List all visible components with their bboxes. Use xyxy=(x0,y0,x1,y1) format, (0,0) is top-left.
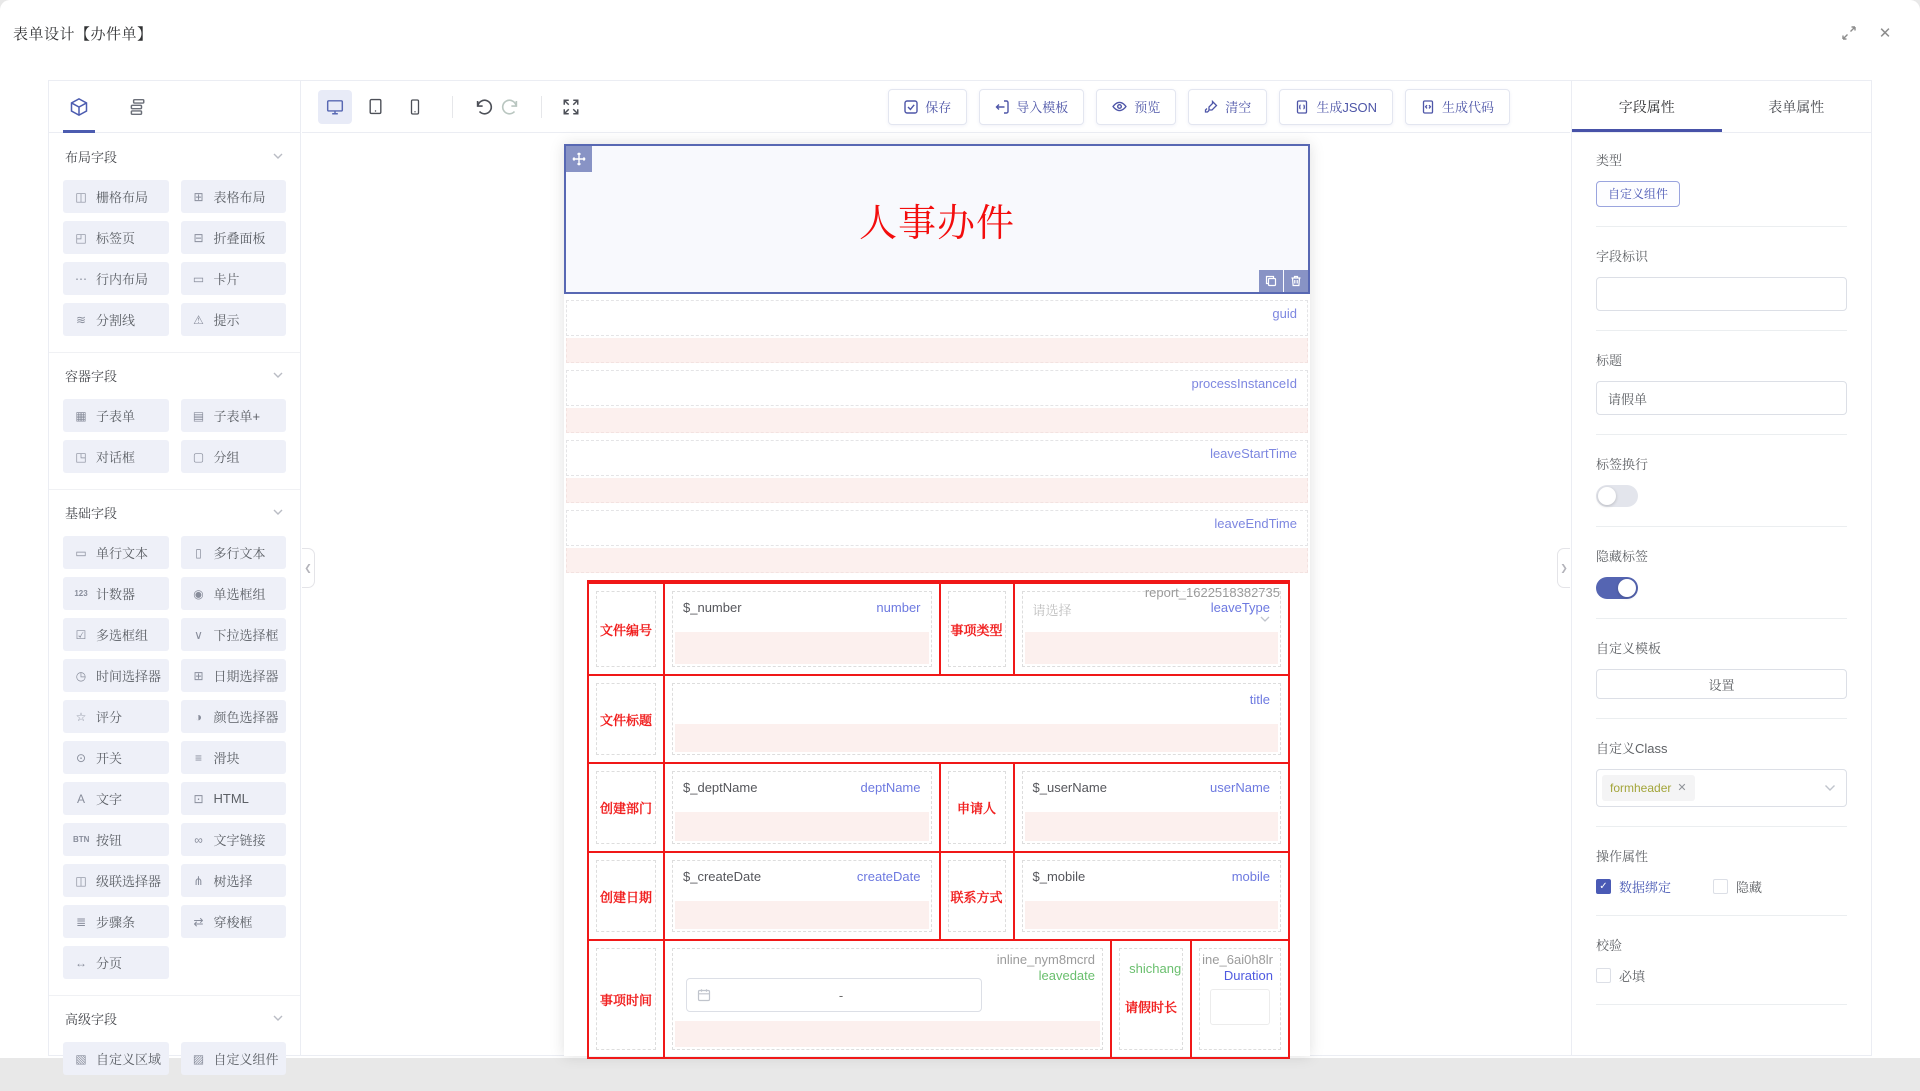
table-row xyxy=(589,939,1288,1057)
field-type-icon: BTN xyxy=(73,835,90,844)
field-type-label: 单选框组 xyxy=(213,587,266,602)
label-wrap-toggle[interactable] xyxy=(1596,485,1638,507)
field-type-label: 文字 xyxy=(96,792,123,807)
field-type-button[interactable] xyxy=(181,180,287,213)
field-type-label: 时间选择器 xyxy=(96,669,162,684)
field-type-button[interactable] xyxy=(181,741,287,774)
field-type-label: 多选框组 xyxy=(96,628,149,643)
field-type-label: 分页 xyxy=(96,956,123,971)
collapse-left-panel-handle[interactable]: ❮ xyxy=(302,548,315,588)
field-type-icon: ⊡ xyxy=(193,791,204,806)
design-canvas[interactable] xyxy=(302,134,1570,1055)
field-type-button[interactable] xyxy=(63,180,169,213)
field-type-label: 日期选择器 xyxy=(213,669,279,684)
device-mobile-icon[interactable] xyxy=(398,90,432,124)
hidden-checkbox[interactable]: 隐藏 xyxy=(1713,877,1762,896)
label-cell[interactable]: shichang 请假时长 xyxy=(1119,948,1183,1050)
section-basic-fields xyxy=(49,490,300,995)
hidden-field-body xyxy=(566,440,1308,476)
chevron-down-icon xyxy=(272,506,284,518)
field-type-button[interactable] xyxy=(63,303,169,336)
field-type-label: 按钮 xyxy=(96,833,123,848)
label-cell[interactable]: 事项类型 xyxy=(948,591,1006,667)
divider xyxy=(1596,226,1847,227)
collapse-right-panel-handle[interactable]: ❯ xyxy=(1557,548,1570,588)
field-value: $_mobile xyxy=(1032,869,1086,884)
field-binding-label: leaveType xyxy=(1210,600,1270,615)
field-type-label: 自定义区域 xyxy=(96,1052,162,1067)
prop-custom-template xyxy=(1596,638,1847,718)
prop-label: 标签换行 xyxy=(1596,457,1649,472)
close-icon[interactable]: ✕ xyxy=(1878,25,1892,42)
hidden-field-body xyxy=(566,300,1308,336)
section-header[interactable] xyxy=(49,134,300,178)
section-header[interactable] xyxy=(49,490,300,534)
divider xyxy=(1596,915,1847,916)
field-type-button[interactable] xyxy=(63,659,169,692)
field-type-icon: ⊙ xyxy=(75,750,87,765)
field-type-icon: ⊞ xyxy=(193,668,204,683)
code-file-icon xyxy=(1421,100,1435,114)
field-type-icon: ⚠ xyxy=(193,312,204,327)
label-cell[interactable]: 联系方式 xyxy=(948,860,1006,932)
fullscreen-toggle-icon[interactable] xyxy=(1840,24,1858,42)
form-header-component-selected[interactable] xyxy=(564,144,1310,294)
field-type-button[interactable] xyxy=(63,577,169,610)
field-type-label: 开关 xyxy=(96,751,123,766)
field-binding-label: userName xyxy=(1210,780,1270,795)
prop-validation xyxy=(1596,935,1847,1004)
field-type-label: 穿梭框 xyxy=(213,915,253,930)
field-type-button[interactable] xyxy=(181,618,287,651)
device-tablet-icon[interactable] xyxy=(358,90,392,124)
field-type-label: 分割线 xyxy=(96,313,136,328)
field-binding-label: guid xyxy=(1272,306,1297,321)
section-title: 容器字段 xyxy=(65,368,118,384)
divider xyxy=(1596,330,1847,331)
clear-brush-icon xyxy=(1204,100,1218,114)
divider xyxy=(1596,434,1847,435)
report-id-label: report_1622518382735 xyxy=(1144,585,1280,600)
canvas-panel xyxy=(302,81,1570,1055)
field-type-button[interactable] xyxy=(63,1042,169,1075)
designer-workspace xyxy=(48,80,1872,1067)
undo-icon[interactable] xyxy=(467,92,497,122)
field-type-label: 单行文本 xyxy=(96,546,149,561)
prop-label: 自定义模板 xyxy=(1596,641,1662,656)
prop-custom-class xyxy=(1596,738,1847,826)
input-field-cell[interactable] xyxy=(672,860,932,932)
label-cell[interactable]: 创建部门 xyxy=(596,771,656,844)
field-type-icon: ∞ xyxy=(194,832,203,847)
import-template-button[interactable]: 导入模板 xyxy=(979,89,1084,125)
copy-component-icon[interactable] xyxy=(1259,270,1283,292)
label-cell[interactable]: 创建日期 xyxy=(596,860,656,932)
tab-field-properties[interactable]: 字段属性 xyxy=(1572,81,1722,132)
prop-operation xyxy=(1596,846,1847,915)
field-type-button[interactable] xyxy=(181,905,287,938)
section-layout-fields xyxy=(49,134,300,352)
field-type-label: 折叠面板 xyxy=(213,231,266,246)
field-value: $_createDate xyxy=(683,869,762,884)
chevron-down-icon xyxy=(272,150,284,162)
divider xyxy=(541,96,542,118)
section-container-fields xyxy=(49,353,300,489)
field-type-icon: ⋯ xyxy=(75,271,87,286)
input-field-cell[interactable] xyxy=(1022,860,1282,932)
field-type-icon: ≣ xyxy=(75,914,87,929)
field-binding-label: deptName xyxy=(860,780,921,795)
field-type-button[interactable] xyxy=(63,440,169,473)
select-field-cell[interactable] xyxy=(1022,591,1282,667)
divider xyxy=(1596,826,1847,827)
daterange-input[interactable] xyxy=(686,978,982,1012)
field-type-icon: ☆ xyxy=(75,709,87,724)
section-title: 高级字段 xyxy=(65,1011,118,1027)
generate-json-button[interactable]: 生成JSON xyxy=(1279,89,1393,125)
clear-button[interactable]: 清空 xyxy=(1188,89,1267,125)
prop-label: 标题 xyxy=(1596,353,1623,368)
divider xyxy=(1596,1004,1847,1005)
tab-form-properties[interactable]: 表单属性 xyxy=(1768,98,1825,115)
prop-type xyxy=(1596,150,1847,226)
field-type-button[interactable] xyxy=(63,262,169,295)
field-type-label: 评分 xyxy=(96,710,123,725)
field-type-button[interactable] xyxy=(181,864,287,897)
field-type-label: 滑块 xyxy=(213,751,240,766)
field-type-icon: ⇄ xyxy=(193,914,204,929)
field-type-button[interactable] xyxy=(181,823,287,856)
field-type-label: 对话框 xyxy=(96,450,136,465)
input-field-cell[interactable] xyxy=(672,683,1281,755)
hidden-field-body xyxy=(566,510,1308,546)
dialog-title: 表单设计【办件单】 xyxy=(13,25,153,43)
properties-panel xyxy=(1571,81,1871,1055)
field-type-icon: ◰ xyxy=(75,230,87,245)
dialog-titlebar xyxy=(0,0,1920,66)
field-type-button[interactable] xyxy=(181,262,287,295)
field-key-input[interactable] xyxy=(1596,277,1847,311)
drag-handle-icon[interactable] xyxy=(566,146,592,172)
field-type-icon: ≡ xyxy=(194,750,202,765)
tab-outline-tree-icon[interactable] xyxy=(125,81,149,133)
field-binding-label: Duration xyxy=(1223,968,1273,983)
prop-label-wrap xyxy=(1596,454,1847,526)
input-field-cell[interactable] xyxy=(672,771,932,844)
form-title-text: 人事办件 xyxy=(858,202,1015,245)
generate-code-button[interactable]: 生成代码 xyxy=(1405,89,1510,125)
tab-components-cube-icon[interactable] xyxy=(67,81,91,133)
json-file-icon xyxy=(1295,100,1309,114)
field-type-label: 子表单 xyxy=(96,409,136,424)
data-binding-checkbox[interactable]: ✓ 数据绑定 xyxy=(1596,877,1671,896)
title-input[interactable] xyxy=(1596,381,1847,415)
daterange-field-cell[interactable] xyxy=(672,948,1103,1050)
label-cell[interactable]: 申请人 xyxy=(948,771,1006,844)
field-type-button[interactable] xyxy=(181,577,287,610)
section-header[interactable] xyxy=(49,996,300,1040)
field-type-icon: 123 xyxy=(74,589,88,598)
prop-title xyxy=(1596,350,1847,434)
field-type-label: 提示 xyxy=(213,313,240,328)
table-row xyxy=(589,851,1288,939)
field-type-icon: ▭ xyxy=(192,271,205,286)
device-desktop-icon[interactable] xyxy=(318,90,352,124)
field-type-button[interactable] xyxy=(63,700,169,733)
field-type-label: 自定义组件 xyxy=(213,1052,279,1067)
field-type-button[interactable] xyxy=(63,741,169,774)
field-type-label: 树选择 xyxy=(213,874,253,889)
field-type-button[interactable] xyxy=(181,700,287,733)
field-type-label: 多行文本 xyxy=(213,546,266,561)
field-type-icon: ▭ xyxy=(75,545,87,560)
field-type-button[interactable] xyxy=(181,399,287,432)
section-title: 基础字段 xyxy=(65,505,118,521)
field-type-icon: ▦ xyxy=(75,408,87,423)
hidden-field-component[interactable] xyxy=(566,510,1308,573)
field-type-icon: ▤ xyxy=(192,408,205,423)
hidden-field-body xyxy=(566,370,1308,406)
divider xyxy=(1596,526,1847,527)
field-binding-label: leaveEndTime xyxy=(1214,516,1297,531)
field-type-icon: ◫ xyxy=(75,873,87,888)
hidden-field-strip xyxy=(566,478,1308,503)
field-type-button[interactable] xyxy=(63,946,169,979)
prop-hide-label xyxy=(1596,546,1847,618)
input-field-cell[interactable] xyxy=(672,591,932,667)
prop-field-key xyxy=(1596,246,1847,330)
field-type-icon: A xyxy=(76,791,85,806)
prop-label: 校验 xyxy=(1596,938,1623,953)
field-type-icon: ☑ xyxy=(75,627,87,642)
input-field-cell[interactable] xyxy=(1022,771,1282,844)
field-type-button[interactable] xyxy=(181,303,287,336)
component-library-panel xyxy=(49,81,301,1067)
field-type-label: 分组 xyxy=(213,450,240,465)
field-type-icon: ▨ xyxy=(192,1051,205,1066)
field-type-button[interactable] xyxy=(63,399,169,432)
field-type-icon: ◉ xyxy=(193,586,204,601)
chevron-down-icon xyxy=(272,369,284,381)
field-type-button[interactable] xyxy=(181,440,287,473)
field-type-icon: ◷ xyxy=(75,668,87,683)
save-icon xyxy=(904,100,918,114)
label-cell[interactable]: 文件标题 xyxy=(596,683,656,755)
select-placeholder: 请选择 xyxy=(1032,603,1072,618)
preview-eye-icon xyxy=(1112,99,1127,114)
divider xyxy=(452,96,453,118)
field-type-icon: ≋ xyxy=(75,312,87,327)
field-binding-label: shichang xyxy=(1129,961,1182,976)
field-type-label: 卡片 xyxy=(213,272,240,287)
field-type-button[interactable] xyxy=(63,864,169,897)
field-type-label: 栅格布局 xyxy=(96,190,149,205)
field-type-button[interactable] xyxy=(63,536,169,569)
section-advanced-fields xyxy=(49,996,300,1091)
label-cell[interactable]: 文件编号 xyxy=(596,591,656,667)
template-settings-button[interactable]: 设置 xyxy=(1596,669,1847,699)
field-type-label: 行内布局 xyxy=(96,272,149,287)
prop-label: 字段标识 xyxy=(1596,249,1649,264)
hide-label-toggle[interactable] xyxy=(1596,577,1638,599)
field-type-icon: ↔ xyxy=(75,955,87,970)
calendar-icon xyxy=(697,988,711,1002)
prop-label: 自定义Class xyxy=(1596,741,1668,756)
fullscreen-canvas-icon[interactable] xyxy=(556,92,586,122)
prop-label: 类型 xyxy=(1596,153,1623,168)
field-type-icon: ▧ xyxy=(75,1051,87,1066)
field-type-label: 计数器 xyxy=(96,587,136,602)
field-type-icon: ▢ xyxy=(192,449,205,464)
field-type-label: 级联选择器 xyxy=(96,874,162,889)
field-type-label: 下拉选择框 xyxy=(213,628,279,643)
field-type-icon: ▯ xyxy=(195,545,202,560)
hidden-field-strip xyxy=(566,338,1308,363)
field-type-button[interactable] xyxy=(63,618,169,651)
field-type-label: 标签页 xyxy=(96,231,136,246)
field-binding-label: processInstanceId xyxy=(1191,376,1297,391)
prop-label: 隐藏标签 xyxy=(1596,549,1649,564)
field-type-button[interactable] xyxy=(63,782,169,815)
library-tabs xyxy=(49,81,300,133)
remove-tag-icon[interactable]: ✕ xyxy=(1677,782,1687,794)
field-binding-label: leaveStartTime xyxy=(1210,446,1297,461)
field-type-button[interactable] xyxy=(63,823,169,856)
field-type-icon: ◳ xyxy=(75,449,87,464)
field-value: $_deptName xyxy=(683,780,758,795)
field-value: $_number xyxy=(683,600,742,615)
hidden-field-component[interactable] xyxy=(566,370,1308,433)
chevron-down-icon xyxy=(1260,616,1270,623)
field-type-button[interactable] xyxy=(181,782,287,815)
form-page[interactable] xyxy=(564,144,1310,1056)
chevron-down-icon xyxy=(272,1012,284,1024)
field-binding-label: mobile xyxy=(1231,869,1270,884)
field-type-button[interactable] xyxy=(63,221,169,254)
table-row xyxy=(589,762,1288,851)
hidden-field-component[interactable] xyxy=(566,300,1308,363)
field-type-label: HTML xyxy=(213,791,249,806)
class-tag: formheader ✕ xyxy=(1602,775,1695,801)
save-button[interactable]: 保存 xyxy=(888,89,967,125)
daterange-separator: - xyxy=(838,987,844,1003)
duration-field-cell[interactable] xyxy=(1199,948,1281,1050)
field-type-button[interactable] xyxy=(181,536,287,569)
field-binding-label: leavedate xyxy=(1038,968,1095,983)
field-type-icon: ◫ xyxy=(75,189,87,204)
type-tag: 自定义组件 xyxy=(1596,181,1680,207)
field-properties-form xyxy=(1572,134,1871,1055)
field-type-label: 子表单+ xyxy=(213,409,261,424)
field-id-label: ine_6ai0h8lr xyxy=(1202,952,1273,967)
field-value: $_userName xyxy=(1032,780,1107,795)
field-type-button[interactable] xyxy=(181,659,287,692)
field-id-label: inline_nym8mcrd xyxy=(996,952,1095,967)
component-actions xyxy=(1258,270,1308,292)
field-type-label: 文字链接 xyxy=(213,833,266,848)
field-binding-label: createDate xyxy=(856,869,921,884)
field-type-icon: ⊟ xyxy=(193,230,204,245)
table-layout-component[interactable] xyxy=(587,580,1290,1059)
section-header[interactable] xyxy=(49,353,300,397)
component-library-list xyxy=(49,134,300,1067)
field-binding-label: title xyxy=(1249,692,1270,707)
import-icon xyxy=(995,100,1009,114)
canvas-toolbar xyxy=(302,81,1570,133)
field-type-button[interactable] xyxy=(63,905,169,938)
field-type-icon: ◑ xyxy=(194,709,203,724)
field-type-label: 颜色选择器 xyxy=(213,710,279,725)
hidden-field-strip xyxy=(566,408,1308,433)
hidden-field-strip xyxy=(566,548,1308,573)
properties-tabs xyxy=(1572,81,1871,133)
table-row xyxy=(589,674,1288,762)
field-type-label: 步骤条 xyxy=(96,915,136,930)
hidden-field-component[interactable] xyxy=(566,440,1308,503)
field-type-button[interactable] xyxy=(181,1042,287,1075)
delete-component-icon[interactable] xyxy=(1284,270,1308,292)
required-checkbox[interactable]: 必填 xyxy=(1596,966,1847,985)
field-binding-label: number xyxy=(876,600,921,615)
label-cell[interactable]: 事项时间 xyxy=(596,948,656,1050)
field-type-icon: ⋔ xyxy=(193,873,204,888)
chevron-down-icon xyxy=(1824,784,1836,792)
section-title: 布局字段 xyxy=(65,149,118,165)
divider xyxy=(1596,718,1847,719)
prop-label: 操作属性 xyxy=(1596,849,1649,864)
field-type-label: 表格布局 xyxy=(213,190,266,205)
class-select[interactable] xyxy=(1596,769,1847,807)
preview-button[interactable]: 预览 xyxy=(1096,89,1176,125)
divider xyxy=(1596,618,1847,619)
redo-icon[interactable] xyxy=(497,92,527,122)
hidden-fields-list xyxy=(564,294,1310,573)
field-type-button[interactable] xyxy=(181,221,287,254)
field-type-icon: ⊞ xyxy=(193,189,204,204)
field-type-icon: ∨ xyxy=(194,627,203,642)
